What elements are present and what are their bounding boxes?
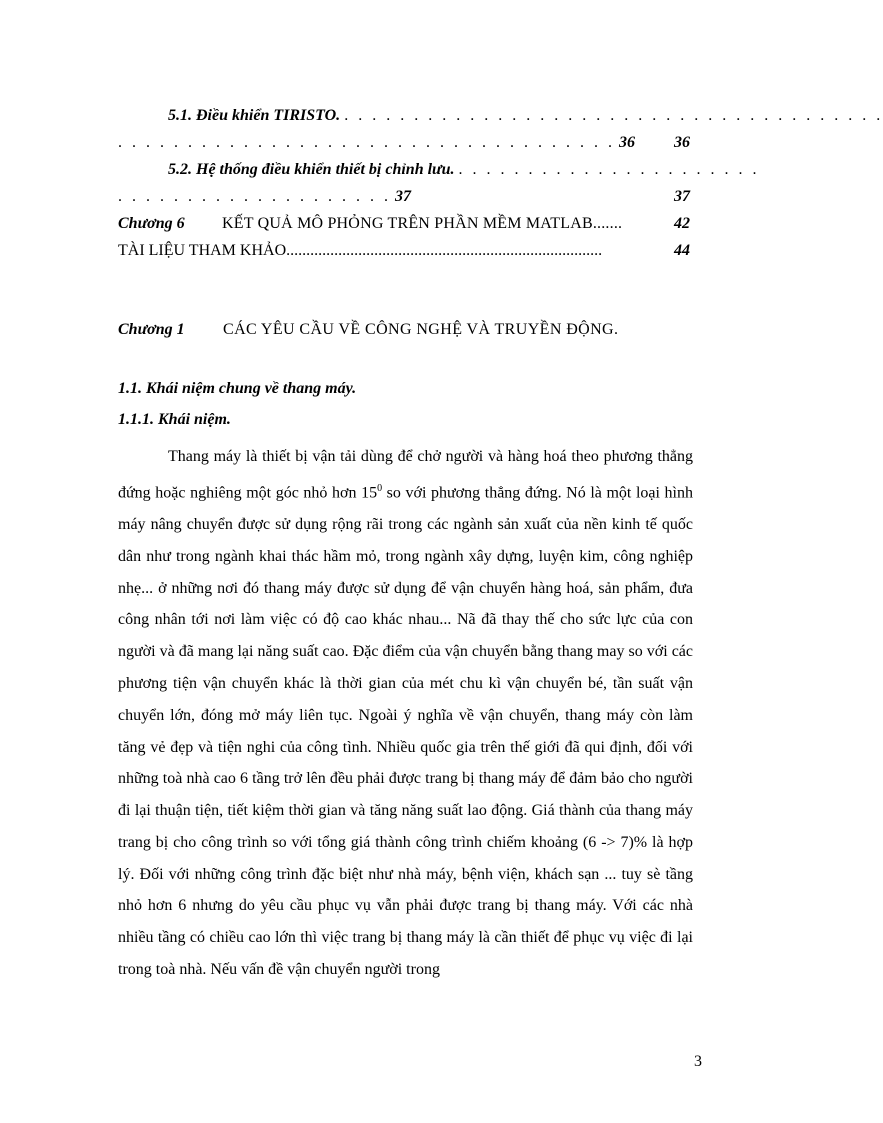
superscript-degree: 0 bbox=[377, 482, 383, 494]
paragraph bbox=[118, 441, 693, 986]
toc-entry-references bbox=[118, 237, 690, 264]
toc-entry-5-1-line2 bbox=[118, 129, 690, 156]
chapter-title: CÁC YÊU CẦU VỀ CÔNG NGHỆ VÀ TRUYỀN ĐỘNG. bbox=[223, 321, 619, 338]
toc-entry-chapter-6 bbox=[118, 210, 690, 237]
toc-references-title: TÀI LIỆU THAM KHẢO............................................................................... bbox=[118, 242, 603, 259]
toc-leader-dots: . . . . . . . . . . . . . . . . . . . . bbox=[118, 188, 391, 205]
toc-page-number: 36 bbox=[674, 134, 690, 151]
chapter-heading bbox=[118, 321, 618, 339]
toc-leader-dots: . . . . . . . . . . . . . . . . . . . . . . . . . . . . . . . . . . . . bbox=[118, 134, 615, 151]
toc-page-number: 37 bbox=[674, 188, 690, 205]
toc-entry-title: 5.1. Điều khiển TIRISTO. bbox=[168, 107, 341, 124]
body-text bbox=[118, 441, 693, 986]
toc-entry-5-2-line2 bbox=[118, 183, 690, 210]
toc-leader-dots: . . . . . . . . . . . . . . . . . . . . . . bbox=[458, 161, 760, 178]
chapter-label: Chương 1 bbox=[118, 321, 185, 338]
toc-entry-5-2-line1 bbox=[118, 156, 760, 183]
toc-inline-page-number: 36 bbox=[619, 134, 635, 151]
toc-leader-dots: . . . . . . . . . . . . . . . . . . . . . . . . . . . . . . . . . . . . . . . bbox=[344, 107, 883, 124]
paragraph-text-start: Thang máy là thiết bị vận tải dùng để chở người và hàng hoá theo phương thẳng đứng hoặc nghiêng một góc nhỏ hơn 15 bbox=[118, 448, 693, 502]
toc-inline-page-number: 37 bbox=[395, 188, 411, 205]
toc-chapter-title: KẾT QUẢ MÔ PHỎNG TRÊN PHẦN MỀM MATLAB....... bbox=[222, 215, 623, 232]
table-of-contents bbox=[118, 102, 883, 264]
toc-page-number: 44 bbox=[674, 242, 690, 259]
section-heading-1-1: 1.1. Khái niệm chung về thang máy. bbox=[118, 380, 357, 397]
toc-chapter-label: Chương 6 bbox=[118, 215, 185, 232]
paragraph-text-rest: so với phương thẳng đứng. Nó là một loại hình máy nâng chuyển được sử dụng rộng rãi trong các ngành sản xuất của nền kinh tế quốc dân như trong ngành khai thác hầm mỏ, trong ngành xây dựng, luyện kim, công nghiệp nhẹ... ở những nơi đó thang máy được sử dụng để vận chuyển hàng hoá, sản phẩm, đưa công nhân tới nơi làm việc có độ cao khác nhau... Nã đã thay thế cho sức lực của con người và đã mang lại năng suất cao. Đặc điểm của vận chuyển bằng thang may so với các phương tiện vận chuyển khác là thời gian của mét chu kì vận chuyển bé, tần suất vận chuyển lớn, đóng mở máy liên tục. Ngoài ý nghĩa về vận chuyển, thang máy còn làm tăng vẻ đẹp và tiện nghi của công tình. Nhiều quốc gia trên thế giới đã qui định, đối với những toà nhà cao 6 tầng trở lên đều phải được trang bị thang máy để đảm bảo cho người đi lại thuận tiện, tiết kiệm thời gian và tăng năng suất lao động. Giá thành của thang máy trang bị cho công trình so với tổng giá thành công trình chiếm khoảng (6 -> 7)% là hợp lý. Đối với những công trình đặc biệt như nhà máy, bệnh viện, khách sạn ... tuy sè tầng nhỏ hơn 6 nhưng do yêu cầu phục vụ vẫn phải được trang bị thang máy. Với các nhà nhiều tầng có chiều cao lớn thì việc trang bị thang máy là cần thiết để phục vụ việc đi lại trong toà nhà. Nếu vấn đề vận chuyển người trong bbox=[118, 484, 693, 979]
page-number: 3 bbox=[694, 1053, 702, 1070]
toc-entry-title: 5.2. Hệ thống điều khiển thiết bị chỉnh lưu. bbox=[168, 161, 455, 178]
toc-page-number: 42 bbox=[674, 215, 690, 232]
section-heading-1-1-1: 1.1.1. Khái niệm. bbox=[118, 411, 231, 428]
toc-entry-5-1-line1 bbox=[118, 102, 883, 129]
